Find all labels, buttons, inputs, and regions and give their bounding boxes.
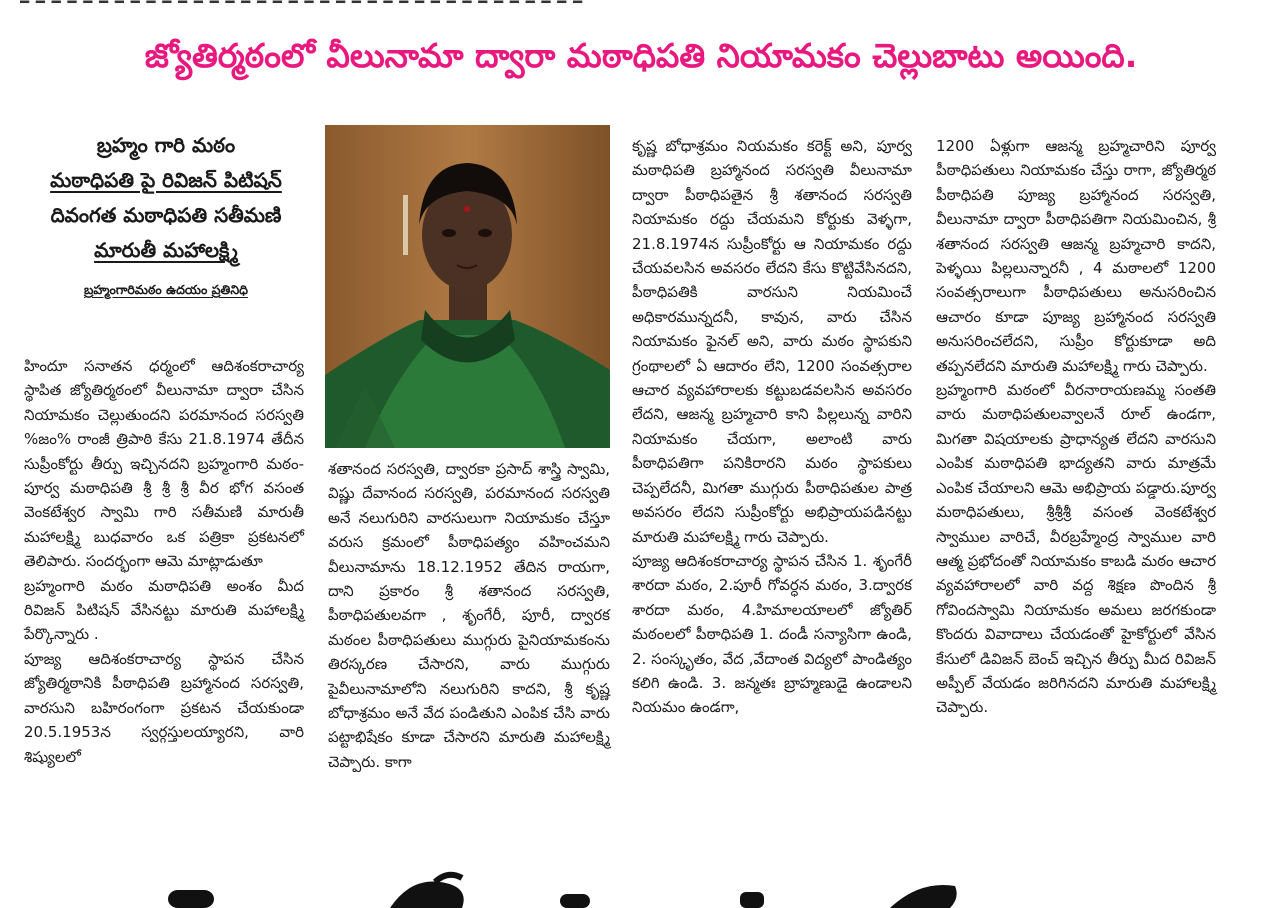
paragraph: కృష్ణ బోధాశ్రమం నియమకం కరెక్ట్ అని, పూర్వ మఠాధిపతి బ్రహ్మానంద సరస్వతి వీలునామా ద్వారా పీఠాధిపతైన శ్రీ శతానంద సరస్వతి నియామకం రద్దు చేయమని కోర్టుకు వెళ్ళగా, 21.8.1974న సుప్రీంకోర్టు ఆ నియామకం రద్దు చేయవలసిన అవసరం లేదని కేసు కొట్టివేసినదని, పీఠాధిపతికి వారసుని నియమించే అధికారమున్నదనీ, కావున, వారు చేసిన నియామకం ఫైనల్ అని, వారు మఠం స్థాపకుని గ్రంథాలలో ఏ ఆదారం లేని, 1200 సంవత్సరాల ఆచార వ్యవహారాలకు కట్టుబడవలసిన అవసరం లేదని, ఆజన్మ బ్రహ్మచారి కాని పిల్లలున్న వారిని నియామకం చేయగా, అలాంటి వారు పీఠాధిపతిగా పనికిరారని మఠం స్థాపకులు చెప్పలేదనీ, మిగతా ముగ్గురు పీఠాధిపతుల పాత్ర అవసరం లేదని సుప్రీంకోర్టు అభిప్రాయపడినట్టు మారుతి మహాలక్ష్మి గారు చెప్పారు. — [632, 137, 912, 546]
column-1 — [24, 354, 304, 769]
paragraph: బ్రహ్మంగారి మఠంలో వీరనారాయణమ్మ సంతతి వారు మఠాధిపతులవ్వాలనే రూల్ ఉండగా, మిగతా విషయాలకు ప్రాధాన్యత లేదని వారసుని ఎంపిక మఠాధిపతి భాద్యతని వారు మాత్రమే ఎంపిక చేయాలని ఆమె అభిప్రాయ పడ్డారు.పూర్వ మఠాధిపతులు, శ్రీశ్రీశ్రీ వసంత వెంకటేశ్వర స్వాముల వారిచే, వీరబ్రహ్మేంద్ర స్వాముల వారి ఆత్మ ప్రభోదంతో నియామకం కాబడి మఠం ఆచార వ్యవహారాలలో వారి వద్ద శిక్షణ పొందిన శ్రీ గోవిందస్వామి నియామకం అమలు జరగకుండా కొందరు వివాదాలు చేయడంతో హైకోర్టులో వేసిన కేసులో డివిజన్ బెంచ్ ఇచ్చిన తీర్పు మీద రివిజన్ అప్పీల్ వేయడం జరిగినదని మారుతి మహాలక్ష్మి చెప్పారు. — [936, 381, 1216, 717]
subheadings — [24, 128, 308, 301]
woman-portrait-photo — [325, 125, 610, 448]
subhead-1: బ్రహ్మం గారి మఠం — [96, 133, 236, 157]
paragraph: పూజ్య ఆదిశంకరాచార్య స్థాపన చేసిన 1. శృంగేరీ శారదా మఠం, 2.పూరీ గోవర్ధన మఠం, 3.ద్వారక శారదా మఠం, 4.హిమాలయాలలో జ్యోతిర్ మఠంలలో పీఠాధిపతి 1. దండీ సన్యాసిగా ఉండి, 2. సంస్కృతం, వేద ,వేదాంత విద్యలో పాండిత్యం కలిగి ఉండి. 3. జన్మతః బ్రాహ్మణుడై ఉండాలని నియమం ఉండగా, — [632, 551, 912, 717]
paragraph: బ్రహ్మంగారి మఠం మఠాధిపతి అంశం మీద రివిజన్ పిటిషన్ వేసినట్టు మారుతి మహాలక్ష్మి పేర్కొన్నారు . — [24, 576, 304, 644]
column-2 — [328, 457, 610, 774]
next-headline-cutoff — [0, 868, 1282, 908]
byline: బ్రహ్మంగారిమఠం ఉదయం ప్రతినిధి — [84, 282, 248, 297]
paragraph: హిందూ సనాతన ధర్మంలో ఆదిశంకరాచార్య స్థాపిత జ్యోతిర్మఠంలో వీలునామా ద్వారా చేసిన నియామకం చెల్లుతుందని పరమానంద సరస్వతి %జం% రాంజీ త్రిపాఠి కేసు 21.8.1974 తేదీన సుప్రీంకోర్టు తీర్పు ఇచ్చినదని బ్రహ్మంగారి మఠం- పూర్వ మఠాధిపతి శ్రీ శ్రీ శ్రీ వీర భోగ వసంత వెంకటేశ్వర స్వామి గారి సతీమణి మారుతీ మహాలక్ష్మి బుధవారం ఒక పత్రికా ప్రకటనలో తెలిపారు. సందర్భంగా ఆమె మాట్లాడుతూ — [24, 357, 304, 571]
subhead-2: మఠాధిపతి పై రివిజన్ పిటిషన్ — [50, 168, 282, 192]
column-3 — [632, 134, 912, 720]
headline: జ్యోతిర్మఠంలో వీలునామా ద్వారా మఠాధిపతి నియామకం చెల్లుబాటు అయింది. — [144, 36, 1138, 75]
previous-article-cutoff — [20, 0, 1220, 6]
subhead-3: దివంగత మఠాధిపతి సతీమణి — [50, 203, 282, 227]
paragraph: 1200 ఏళ్లుగా ఆజన్మ బ్రహ్మచారిని పూర్వ పీఠాధిపతులు నియామకం చేస్తు రాగా, జ్యోతిర్మఠ పీఠాధిపతి పూజ్య బ్రహ్మానంద సరస్వతి, వీలునామా ద్వారా పీఠాధిపతిగా నియమించిన, శ్రీ శతానంద సరస్వతి ఆజన్మ బ్రహ్మచారి కాదని, పెళ్ళయి పిల్లలున్నారనీ , 4 మఠాలలో 1200 సంవత్సరాలుగా పీఠాధిపతులు అనుసరించిన ఆచారం కూడా పూజ్య బ్రహ్మానంద సరస్వతి అనుసరించలేదని, సుప్రీం కోర్టుకూడా అది తప్పనలేదని మారుతి మహాలక్ష్మి గారు చెప్పారు. — [936, 137, 1216, 375]
paragraph: పూజ్య ఆదిశంకరాచార్య స్థాపన చేసిన జ్యోతిర్మఠానికి పీఠాధిపతి బ్రహ్మానంద సరస్వతి, వారసుని బహిరంగంగా ప్రకటన చేయకుండా 20.5.1953న స్వర్గస్తులయ్యారని, వారి శిష్యులలో — [24, 649, 304, 766]
column-4 — [936, 134, 1216, 720]
paragraph: శతానంద సరస్వతి, ద్వారకా ప్రసాద్ శాస్త్రి స్వామి, విష్ణు దేవానంద సరస్వతి, పరమానంద సరస్వతి అనే నలుగురిని వారసులుగా నియామకం చేస్తూ వరుస క్రమంలో పీఠాధిపత్యం వహించమని వీలునామాను 18.12.1952 తేదిన రాయగా, దాని ప్రకారం శ్రీ శతానంద సరస్వతి, పీఠాధిపతులవగా , శృంగేరీ, పూరీ, ద్వారక మఠంల పీఠాధిపతులు ముగ్గురు పైనియామకంను తిరస్కరణ చేసారని, వారు ముగ్గురు పైవీలునామాలోని నలుగురిని కాదని, శ్రీ కృష్ణ బోధాశ్రమం అనే వేద పండితుని ఎంపిక చేసి వారు పట్టాభిషేకం కూడా చేసారని మారుతి మహాలక్ష్మి చెప్పారు. కాగా — [328, 460, 610, 771]
portrait-illustration — [325, 125, 610, 448]
subhead-4: మారుతీ మహాలక్ష్మి — [94, 238, 238, 262]
